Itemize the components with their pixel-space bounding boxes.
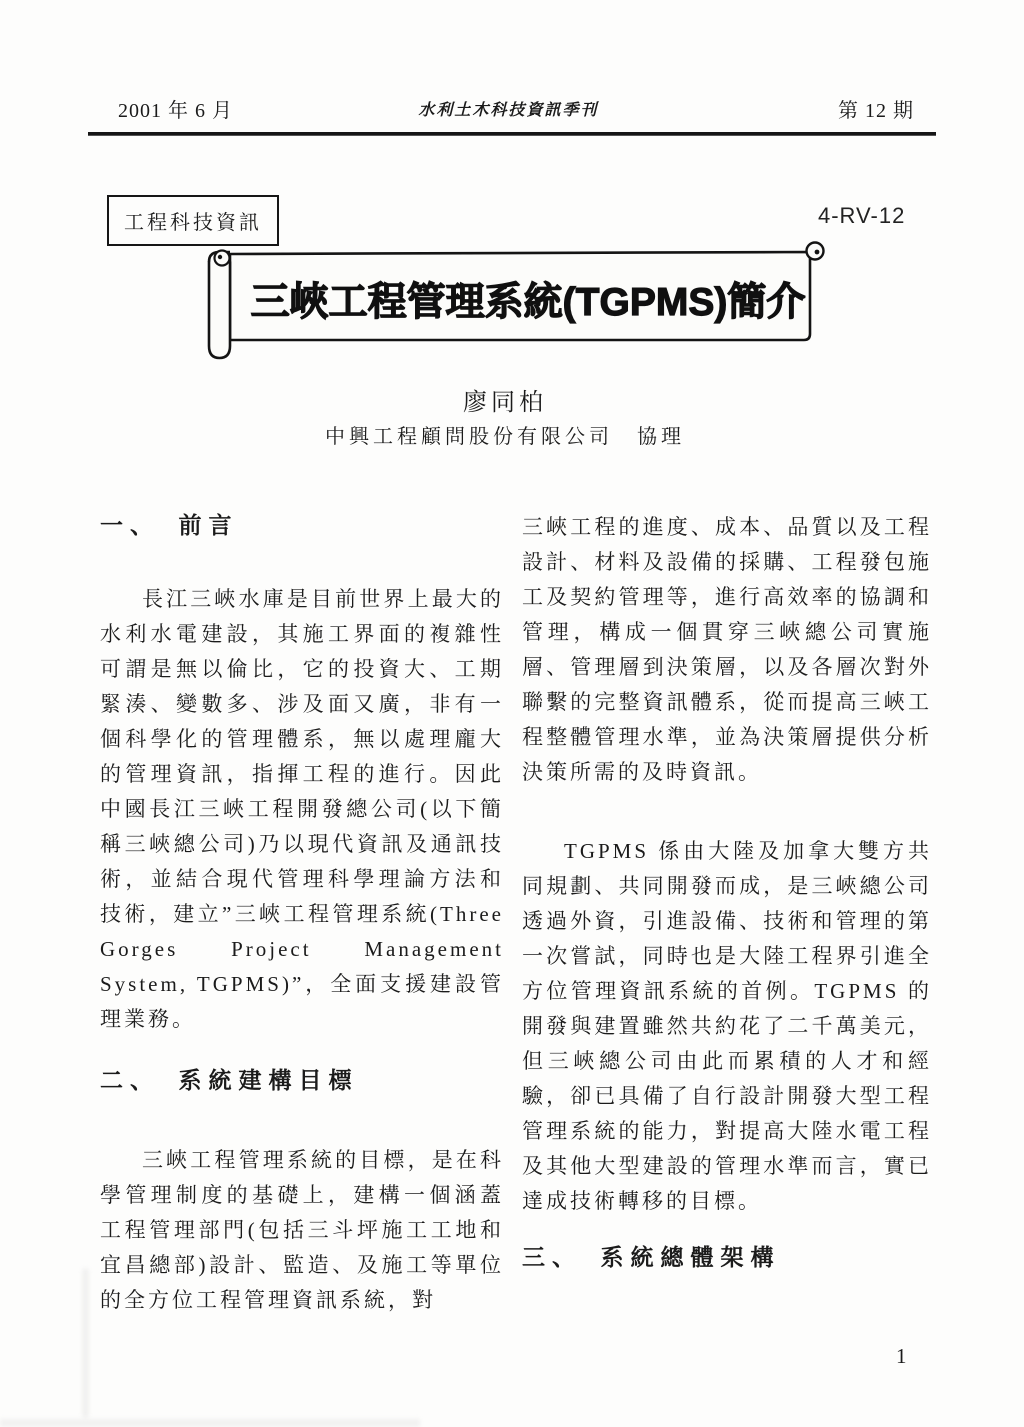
page-number: 1 <box>896 1344 907 1368</box>
header-issue-number: 第 12 期 <box>838 100 914 122</box>
author-name: 廖同柏 <box>463 390 547 416</box>
section-heading-system-goals: 二、 系統建構目標 <box>100 1068 359 1093</box>
left-column <box>100 510 504 1318</box>
scan-artifact-bottom <box>0 1419 420 1427</box>
header-date: 2001 年 6 月 <box>118 100 233 122</box>
section-heading-architecture: 三、 系統總體架構 <box>522 1245 781 1270</box>
scan-artifact-left <box>82 1268 89 1418</box>
section-heading-foreword: 一、 前言 <box>100 513 239 538</box>
doc-code: 4-RV-12 <box>818 203 906 228</box>
paragraph-tgpms-background: TGPMS 係由大陸及加拿大雙方共同規劃、共同開發而成，是三峽總公司透過外資，引進設備、技術和管理的第一次嘗試，同時也是大陸工程界引進全方位管理資訊系統的首例。TGPMS 的開發與建置雖然共約花了二千萬美元，但三峽總公司由此而累積的人才和經驗，卻已具備了自行設計開發大型工程管理系統的能力，對提高大陸水電工程及其他大型建設的管理水準而言，實已達成技術轉移的目標。 <box>522 839 932 1213</box>
author-affiliation: 中興工程顧問股份有限公司 協理 <box>325 426 685 448</box>
right-column <box>522 510 932 1274</box>
header-journal-title: 水利土木科技資訊季刊 <box>418 102 599 119</box>
category-label: 工程科技資訊 <box>124 212 262 234</box>
header-divider-rule <box>88 132 936 136</box>
category-label-box <box>107 195 279 246</box>
paragraph-goals-continued: 三峽工程的進度、成本、品質以及工程設計、材料及設備的採購、工程發包施工及契約管理等，進行高效率的協調和管理，構成一個貫穿三峽總公司實施層、管理層到決策層，以及各層次對外聯繫的完整資訊體系，從而提高三峽工程整體管理水準，並為決策層提供分析決策所需的及時資訊。 <box>522 515 932 784</box>
article-title: 三峽工程管理系統(TGPMS)簡介 <box>250 281 806 324</box>
paragraph-foreword: 長江三峽水庫是目前世界上最大的水利水電建設，其施工界面的複雜性可謂是無以倫比，它的投資大、工期緊湊、變數多、涉及面又廣，非有一個科學化的管理體系，無以處理龐大的管理資訊，指揮工程的進行。因此中國長江三峽工程開發總公司(以下簡稱三峽總公司)乃以現代資訊及通訊技術，並結合現代管理科學理論方法和技術，建立”三峽工程管理系統(Three Gorges Project Management System, TGPMS)”，全面支援建設管理業務。 <box>100 587 504 1031</box>
title-banner <box>204 240 836 364</box>
paragraph-system-goals: 三峽工程管理系統的目標，是在科學管理制度的基礎上，建構一個涵蓋工程管理部門(包括三斗坪施工工地和宜昌總部)設計、監造、及施工等單位的全方位工程管理資訊系統，對 <box>100 1148 504 1312</box>
